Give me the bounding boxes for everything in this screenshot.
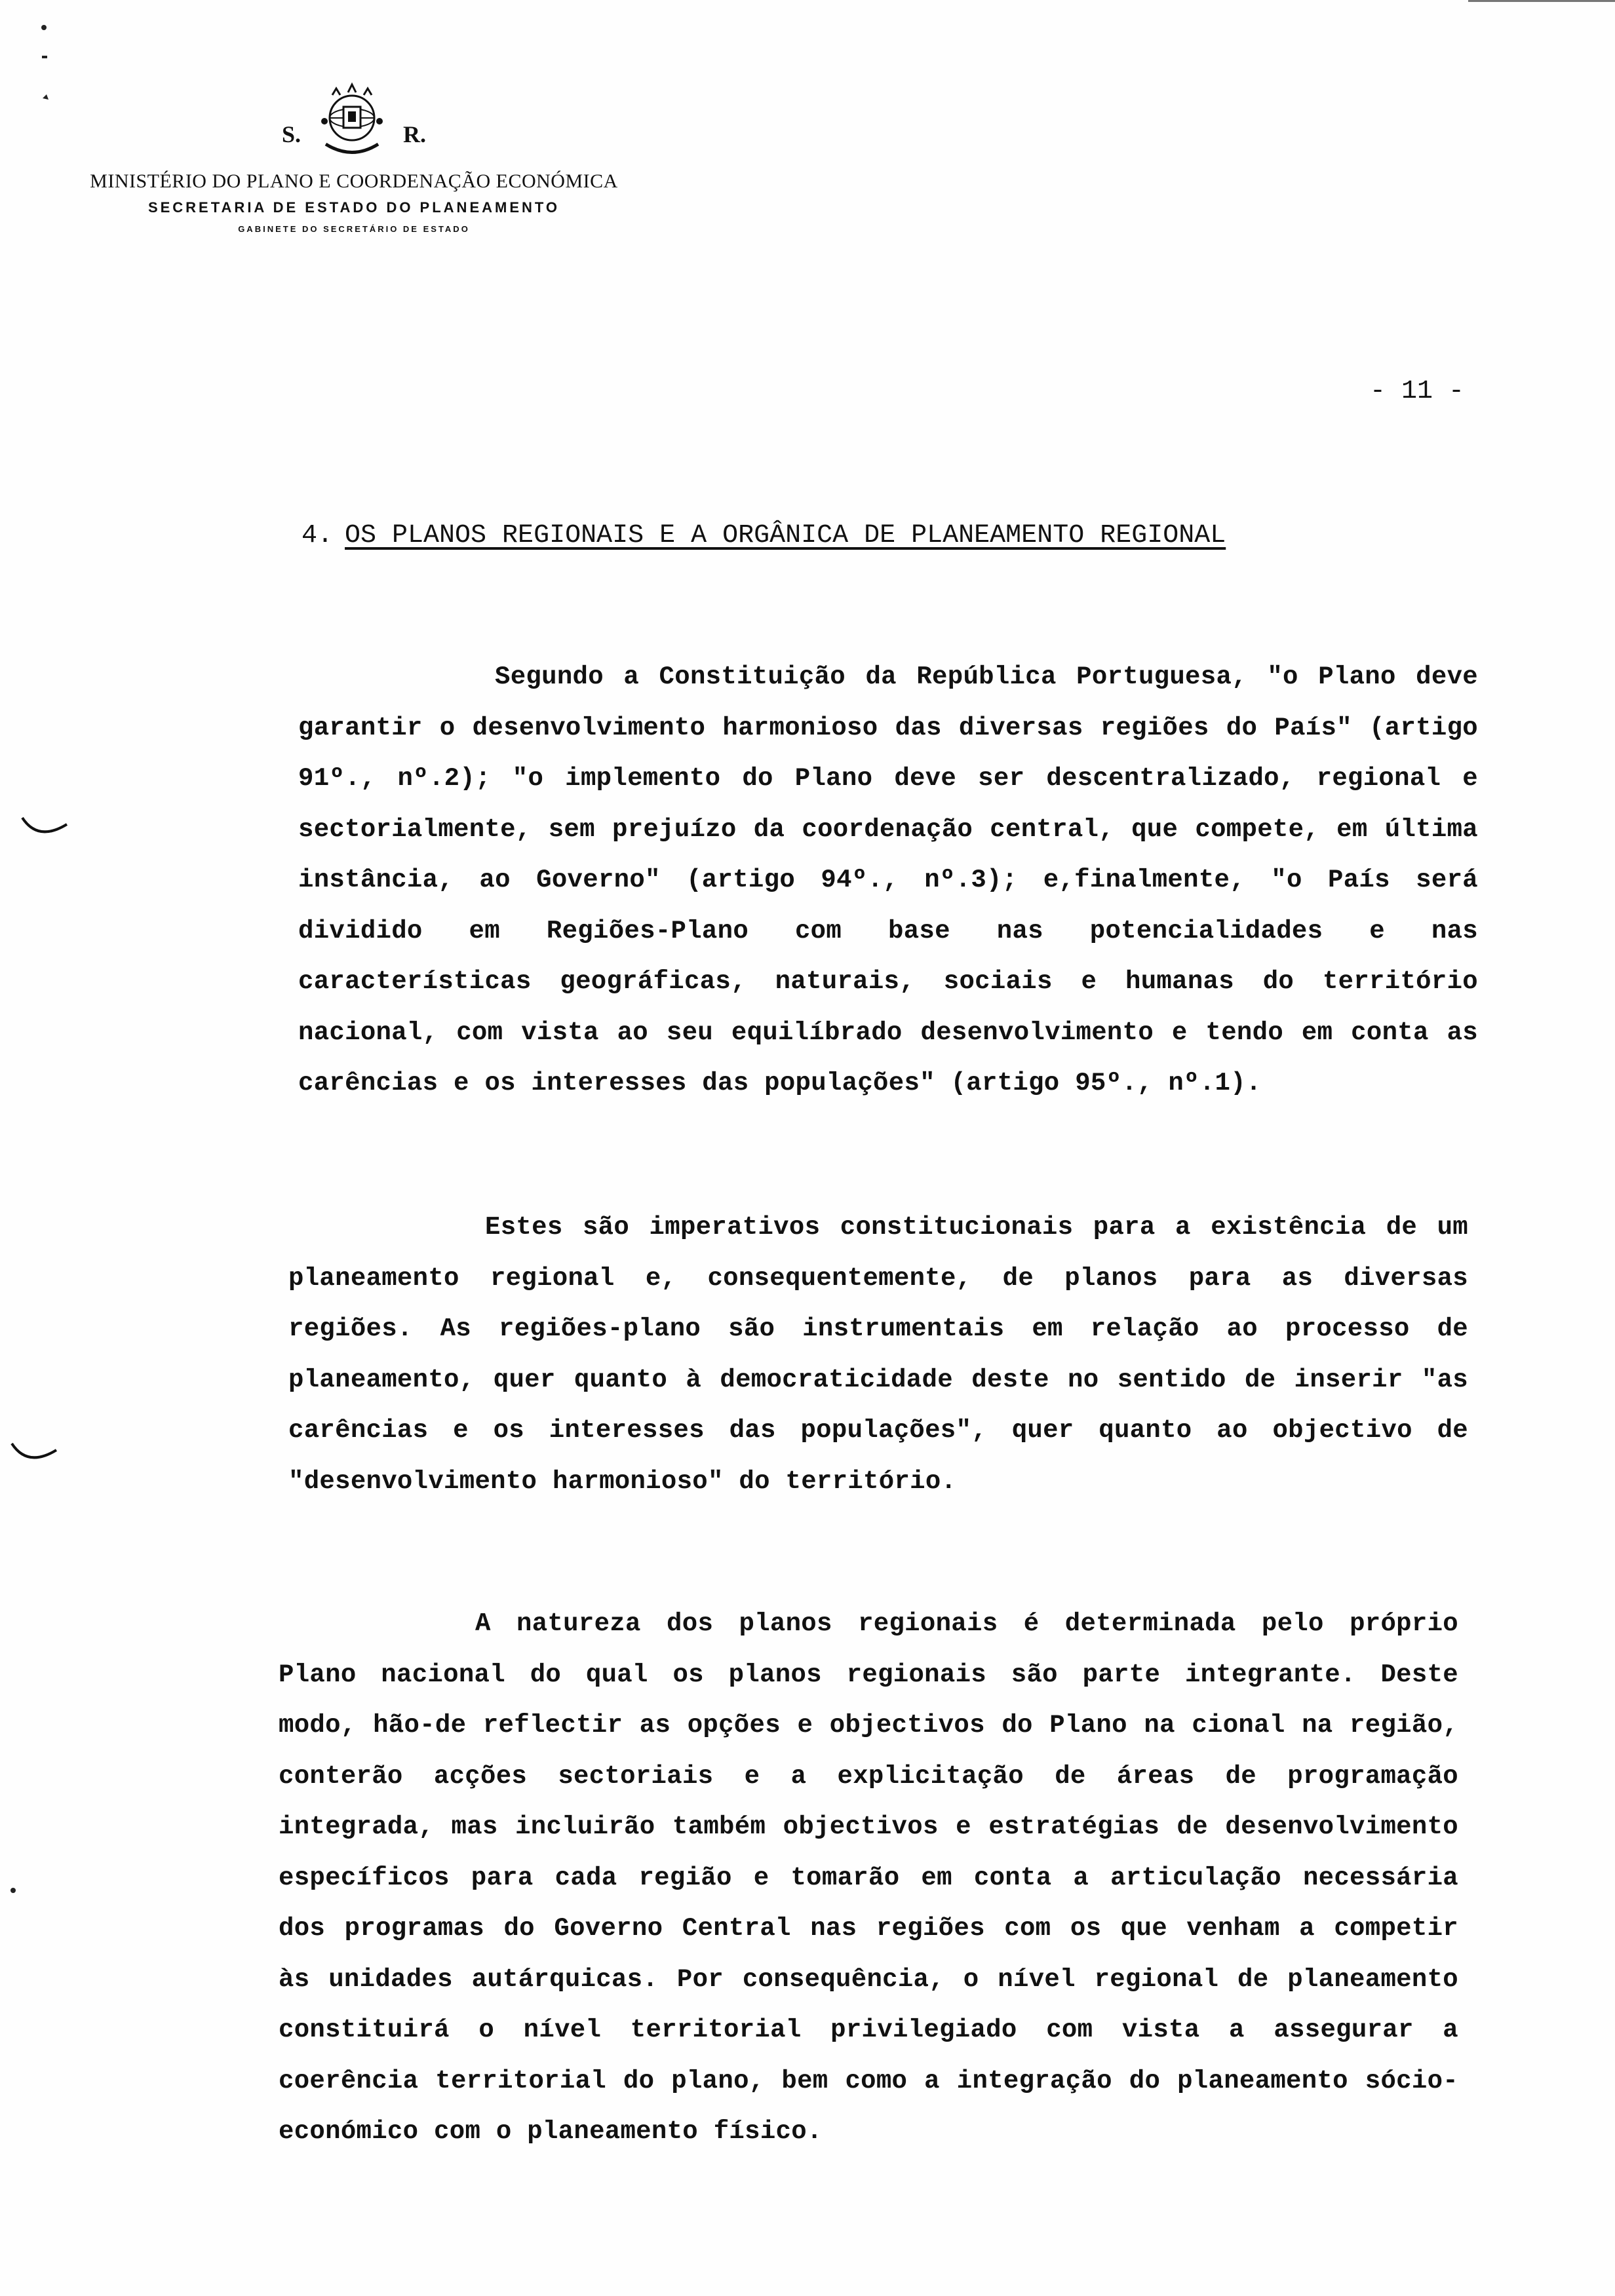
paragraph-1	[298, 652, 1478, 1109]
coat-of-arms-icon	[313, 82, 391, 161]
punch-hole-mark-2	[8, 1438, 60, 1471]
paragraph-1-text: Segundo a Constituição da República Portuguesa, "o Plano deve garantir o desenvolvimento harmonioso das diversas regiões do País" (artigo 91º., nº.2); "o implemento do Plano deve ser descentralizado, regional e sectorialmente, sem prejuízo da coordenação central, que compete, em última instância, ao Governo" (artigo 94º., nº.3); e,finalmente, "o País será dividido em Regiões-Plano com base nas potencialidades e nas características geográficas, naturais, sociais e humanas do território nacional, com vista ao seu equilíbrado desenvolvimento e tendo em conta as carências e os interesses das populações" (artigo 95º., nº.1).	[298, 662, 1478, 1098]
margin-dot	[7, 1884, 20, 1897]
paragraph-3-text: A natureza dos planos regionais é determinada pelo próprio Plano nacional do qual os planos regionais são parte integrante. Deste modo, hão-de reflectir as opções e objectivos do Plano na cional na região, conterão acções sectoriais e a explicitação de áreas de programação integrada, mas incluirão também objectivos e estratégias de desenvolvimento específicos para cada região e tomarão em conta a articulação necessária dos programas do Governo Central nas regiões com os que venham a competir às unidades autárquicas. Por consequência, o nível regional de planeamento constituirá o nível territorial privilegiado com vista a assegurar a coerência territorial do plano, bem como a integração do planeamento sócio-económico com o planeamento físico.	[279, 1609, 1458, 2146]
letterhead-right-letter: R.	[403, 121, 427, 147]
section-title: OS PLANOS REGIONAIS E A ORGÂNICA DE PLANEAMENTO REGIONAL	[345, 521, 1226, 550]
page-number: - 11 -	[1370, 377, 1465, 406]
letterhead-left-letter: S.	[281, 121, 302, 147]
cabinet-name: GABINETE DO SECRETÁRIO DE ESTADO	[238, 224, 470, 234]
ministry-name: MINISTÉRIO DO PLANO E COORDENAÇÃO ECONÓMICA	[90, 170, 618, 192]
punch-hole-mark-1	[18, 813, 71, 845]
crest-row	[46, 79, 662, 164]
paragraph-2-text: Estes são imperativos constitucionais para a existência de um planeamento regional e, consequentemente, de planos para as diversas regiões. As regiões-plano são instrumentais em relação ao processo de planeamento, quer quanto à democraticidade deste no sentido de inserir "as carências e os interesses das populações", quer quanto ao objectivo de "desenvolvimento harmonioso" do território.	[288, 1213, 1468, 1496]
section-number: 4.	[302, 521, 334, 550]
letterhead	[46, 79, 662, 234]
paragraph-3	[279, 1599, 1458, 2158]
section-heading	[302, 521, 1226, 550]
secretariat-name: SECRETARIA DE ESTADO DO PLANEAMENTO	[147, 199, 560, 216]
scan-edge-line	[1468, 0, 1615, 2]
paragraph-2	[288, 1202, 1468, 1507]
